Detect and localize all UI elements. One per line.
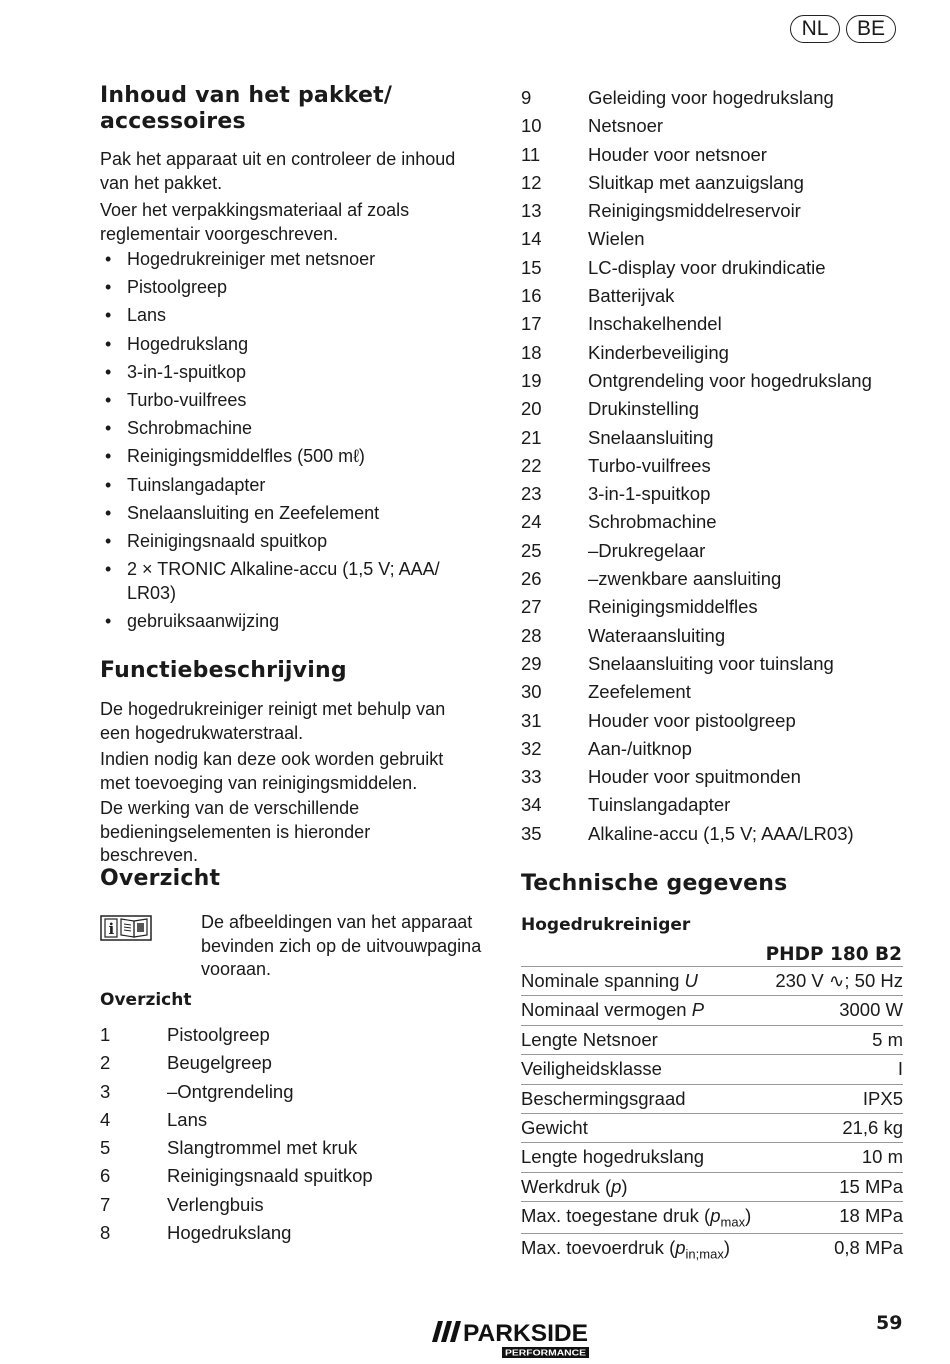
spec-subscript: in;max [685,1246,724,1262]
part-number: 6 [100,1165,111,1187]
parts-list-item [100,1162,480,1190]
part-number: 5 [100,1137,111,1159]
parts-list-item [100,1191,480,1219]
part-label: Tuinslangadapter [588,794,731,816]
part-label: Lans [167,1108,208,1130]
spec-label-text: Max. toegestane druk ( [521,1205,711,1227]
part-number: 35 [521,822,542,844]
part-label: Sluitkap met aanzuigslang [588,171,804,193]
spec-label-tail: ) [621,1175,628,1197]
part-label: Snelaansluiting [588,426,714,448]
part-label: Houder voor spuitmonden [588,766,801,788]
contents-list-item: • Reinigingsnaald spuitkop [100,530,480,554]
part-number: 3 [100,1080,111,1102]
part-number: 29 [521,652,542,674]
specs-row [521,1173,903,1202]
parts-list-item [521,84,911,112]
paragraph-disposal: Voer het verpakkingsmateriaal af zoals reglementair voorgeschreven. [100,200,410,244]
part-label: Beugelgreep [167,1052,272,1074]
parts-list-item [521,112,911,140]
part-number: 18 [521,341,542,363]
part-label: Reinigingsnaald spuitkop [167,1165,373,1187]
subsection-title-pressure-washer: Hogedrukreiniger [521,915,691,935]
part-number: 33 [521,766,542,788]
parkside-logo [430,1318,590,1358]
spec-label [521,1055,662,1083]
spec-value: 5 m [872,1028,903,1050]
specs-row [521,1026,903,1055]
part-number: 24 [521,511,542,533]
parts-list-item [521,141,911,169]
part-label: Zeefelement [588,681,691,703]
contents-list-item: • Hogedrukslang [100,333,480,357]
parts-list-left [100,1021,480,1247]
parts-list-item [521,537,911,565]
spec-symbol: p [710,1205,721,1227]
part-number: 13 [521,200,542,222]
section-title-overview: Overzicht [100,866,221,891]
part-label: Snelaansluiting voor tuinslang [588,652,834,674]
part-number: 15 [521,256,542,278]
spec-label [521,1202,751,1237]
contents-list-item: • Hogedrukreiniger met netsnoer [100,248,480,272]
specs-row [521,1055,903,1084]
parts-list-item [100,1049,480,1077]
part-label: Kinderbeveiliging [588,341,729,363]
part-number: 2 [100,1052,111,1074]
part-number: 7 [100,1193,111,1215]
parts-list-item [521,650,911,678]
part-number: 21 [521,426,542,448]
spec-symbol: p [611,1175,622,1197]
spec-label-text: Lengte hogedrukslang [521,1146,705,1168]
part-number: 23 [521,483,542,505]
spec-value: 18 MPa [839,1205,903,1227]
part-label: Houder voor pistoolgreep [588,709,796,731]
spec-label-text: Beschermingsgraad [521,1087,686,1109]
parts-list-item [521,622,911,650]
part-number: 14 [521,228,542,250]
parts-list-item [521,735,911,763]
paragraph-function-1: De hogedrukreiniger reinigt met behulp van een hogedrukwaterstraal. [100,699,446,743]
section-title-function: Functiebeschrijving [100,658,347,683]
spec-label-text: Veiligheidsklasse [521,1058,662,1080]
spec-value: I [897,1058,903,1080]
part-label: Houder voor netsnoer [588,143,767,165]
lang-badge-be: BE [846,15,896,43]
info-text: De afbeeldingen van het apparaat bevinden zich op de uitvouwpagina vooraan. [201,912,482,979]
part-number: 34 [521,794,542,816]
spec-label-text: Nominale spanning [521,970,685,991]
parts-list-item [521,678,911,706]
part-label: 3-in-1-spuitkop [588,483,711,505]
part-number: 1 [100,1024,111,1045]
spec-label-text: Gewicht [521,1116,588,1138]
parts-list-item [521,820,911,848]
section-title-contents: Inhoud van het pakket/ accessoires [100,83,393,134]
spec-symbol: P [691,999,705,1021]
part-label: Aan-/uitknop [588,737,692,759]
parts-list-item [521,197,911,225]
lang-badge-nl: NL [790,15,840,43]
parts-list-item [100,1106,480,1134]
part-label: –Drukregelaar [588,539,706,561]
parts-list-right [521,84,911,848]
part-number: 16 [521,285,542,307]
spec-label-tail: ) [723,1237,730,1259]
parts-list-item [521,424,911,452]
part-number: 22 [521,454,542,476]
part-label: Wielen [588,228,645,250]
spec-value: 15 MPa [839,1175,903,1197]
spec-label [521,1143,704,1171]
part-label: Turbo-vuilfrees [588,454,711,476]
spec-value: 0,8 MPa [834,1237,903,1259]
part-number: 4 [100,1108,111,1130]
part-label: –zwenkbare aansluiting [588,568,782,590]
spec-label [521,967,698,995]
spec-label [521,1114,588,1142]
part-label: Alkaline-accu (1,5 V; AAA/LR03) [588,822,854,844]
parts-list-item [521,367,911,395]
parts-list-item [100,1219,480,1247]
part-label: Verlengbuis [167,1193,264,1215]
contents-list-item: • Lans [100,304,480,328]
part-label: Reinigingsmiddelfles [588,596,758,618]
spec-label [521,1085,686,1113]
part-number: 9 [521,87,532,108]
spec-value: 3000 W [839,999,903,1021]
spec-label-text: Lengte Netsnoer [521,1028,658,1050]
contents-list-item: • Schrobmachine [100,417,480,441]
paragraph-function-2: Indien nodig kan deze ook worden gebruikt met toevoeging van reinigingsmiddelen. [100,749,444,793]
spec-label [521,1234,730,1269]
spec-label [521,1173,628,1201]
specs-row [521,1085,903,1114]
spec-label-text: Nominaal vermogen [521,999,692,1021]
specs-row [521,1202,903,1234]
parts-list-item [521,169,911,197]
part-number: 12 [521,171,542,193]
parkside-brand-text: PARKSIDE [463,1320,588,1347]
spec-symbol: U [684,970,698,991]
part-label: Geleiding voor hogedrukslang [588,87,834,108]
spec-label-text: Max. toevoerdruk ( [521,1237,676,1259]
part-label: Wateraansluiting [588,624,726,646]
parts-list-item [521,254,911,282]
spec-label-text: Werkdruk ( [521,1175,612,1197]
specs-row [521,1143,903,1172]
part-number: 32 [521,737,542,759]
info-book-icon [100,915,152,941]
part-number: 28 [521,624,542,646]
part-label: Inschakelhendel [588,313,722,335]
contents-list-item: • Turbo-vuilfrees [100,389,480,413]
spec-value: 230 V ∿; 50 Hz [775,970,903,991]
parts-list-item [521,282,911,310]
spec-label [521,996,704,1024]
parts-list-item [521,763,911,791]
model-number: PHDP 180 B2 [765,944,902,965]
specs-row [521,996,903,1025]
parts-list-item [521,339,911,367]
page-number: 59 [876,1312,903,1334]
section-title-technical: Technische gegevens [521,871,788,896]
spec-label [521,1026,658,1054]
parts-list-item [521,452,911,480]
part-label: Reinigingsmiddelreservoir [588,200,801,222]
part-number: 19 [521,369,542,391]
part-label: Slangtrommel met kruk [167,1137,358,1159]
part-number: 27 [521,596,542,618]
part-number: 8 [100,1222,111,1244]
contents-list-item: • Snelaansluiting en Zeefelement [100,502,480,526]
part-number: 17 [521,313,542,335]
part-number: 20 [521,398,542,420]
paragraph-function-3: De werking van de verschillende bedieningselementen is hieronder beschreven. [100,798,371,865]
parts-list-item [521,480,911,508]
part-label: Pistoolgreep [167,1024,270,1045]
parkside-sub-text: PERFORMANCE [505,1348,587,1358]
spec-subscript: max [720,1214,746,1230]
specs-row [521,1234,903,1265]
part-label: LC-display voor drukindicatie [588,256,826,278]
part-number: 26 [521,568,542,590]
parts-list-item [521,395,911,423]
parts-list-item [521,225,911,253]
specs-table [521,966,903,1265]
part-number: 25 [521,539,542,561]
part-label: –Ontgrendeling [167,1080,294,1102]
part-number: 11 [521,143,541,165]
parts-list-item [521,310,911,338]
part-label: Drukinstelling [588,398,700,420]
part-label: Batterijvak [588,285,675,307]
part-number: 10 [521,115,542,137]
parts-list-item [100,1078,480,1106]
contents-list-item: • 2 × TRONIC Alkaline-accu (1,5 V; AAA/ LR03) [100,558,480,605]
contents-list-item: • Reinigingsmiddelfles (500 mℓ) [100,445,480,469]
contents-list-item: • Pistoolgreep [100,276,480,300]
contents-list-item: • Tuinslangadapter [100,474,480,498]
contents-list-item: • 3-in-1-spuitkop [100,361,480,385]
part-label: Hogedrukslang [167,1222,292,1244]
spec-value: 21,6 kg [842,1116,903,1138]
contents-list-item: • gebruiksaanwijzing [100,610,480,634]
part-label: Netsnoer [588,115,664,137]
contents-list [100,248,480,638]
part-number: 31 [521,709,542,731]
part-number: 30 [521,681,542,703]
parts-list-item [521,707,911,735]
parts-list-item [100,1134,480,1162]
parts-list-item [521,791,911,819]
paragraph-unpack: Pak het apparaat uit en controleer de inhoud van het pakket. [100,149,456,193]
spec-symbol: p [675,1237,686,1259]
part-label: Ontgrendeling voor hogedrukslang [588,369,872,391]
spec-value: 10 m [861,1146,903,1168]
parts-list-item [521,508,911,536]
parts-list-item [521,593,911,621]
parts-list-item [521,565,911,593]
parts-list-item [100,1021,480,1049]
part-label: Schrobmachine [588,511,717,533]
specs-row [521,1114,903,1143]
spec-label-tail: ) [745,1205,752,1227]
specs-row [521,967,903,996]
svg-text:i: i [108,920,115,938]
subsection-title-overview: Overzicht [100,990,192,1010]
spec-value: IPX5 [862,1087,903,1109]
